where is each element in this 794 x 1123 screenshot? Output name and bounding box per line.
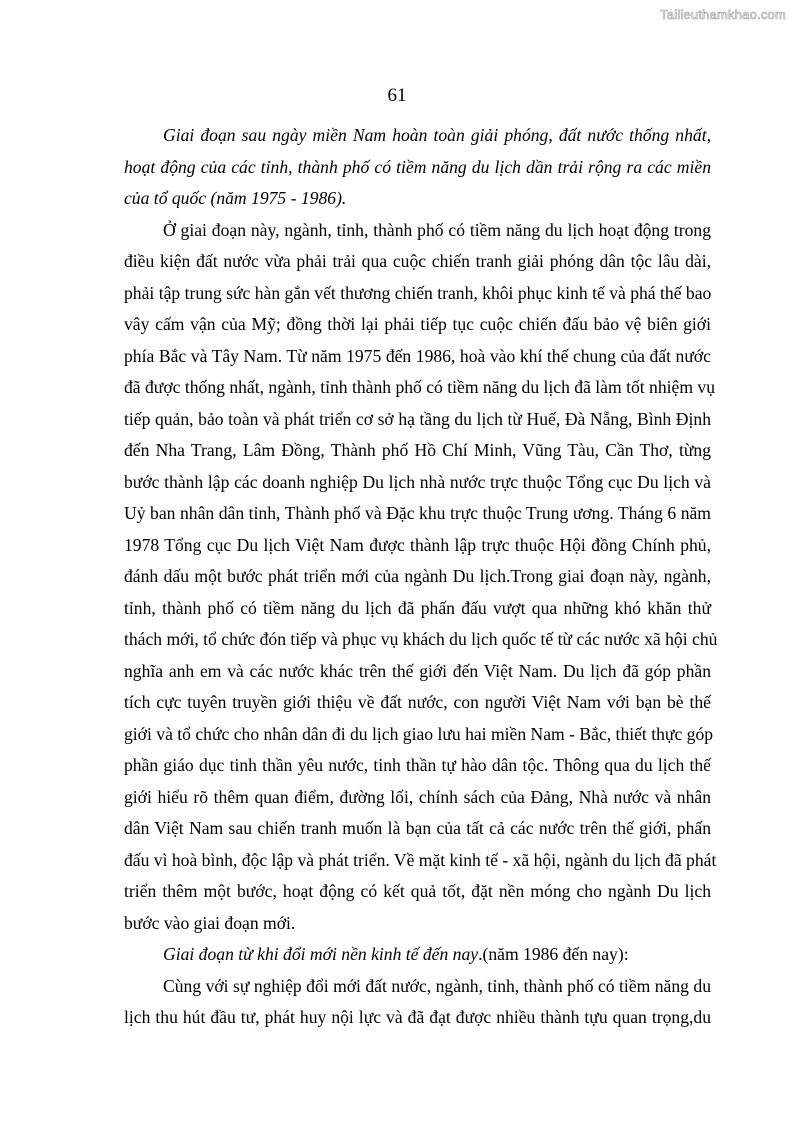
text-line: Cùng với sự nghiệp đổi mới đất nước, ngành, tỉnh, thành phố có tiềm năng du bbox=[163, 975, 711, 996]
text-line: phần giáo dục tinh thần yêu nước, tinh thần tự hào dân tộc. Thông qua du lịch thế bbox=[124, 755, 711, 775]
text-line: giới và tổ chức cho nhân dân đi du lịch giao lưu hai miền Nam - Bắc, thiết thực góp bbox=[124, 723, 714, 744]
section-heading-paragraph bbox=[124, 120, 711, 215]
text-line: triển thêm một bước, hoạt động có kết quả tốt, đặt nền móng cho ngành Du lịch bbox=[124, 881, 711, 901]
page-number: 61 bbox=[387, 85, 407, 106]
text-line: hoạt động của các tỉnh, thành phố có tiềm năng du lịch dần trải rộng ra các miền bbox=[124, 156, 711, 177]
text-line: đấu vì hoà bình, độc lập và phát triển. Về mặt kinh tế - xã hội, ngành du lịch đã phát bbox=[124, 849, 717, 870]
document-body bbox=[124, 120, 718, 1034]
text-line: đến Nha Trang, Lâm Đồng, Thành phố Hồ Chí Minh, Vũng Tàu, Cần Thơ, từng bbox=[124, 440, 711, 460]
text-line: giới hiểu rõ thêm quan điểm, đường lối, chính sách của Đảng, Nhà nước và nhân bbox=[124, 786, 711, 807]
text-line: phía Bắc và Tây Nam. Từ năm 1975 đến 1986, hoà vào khí thế chung của đất nước bbox=[124, 345, 711, 366]
text-line: 1978 Tổng cục Du lịch Việt Nam được thành lập trực thuộc Hội đồng Chính phủ, bbox=[124, 534, 711, 555]
subsection-heading bbox=[124, 939, 711, 971]
text-line: tiếp quản, bảo toàn và phát triển cơ sở hạ tầng du lịch từ Huế, Đà Nẵng, Bình Định bbox=[124, 408, 711, 429]
text-line: dân Việt Nam sau chiến tranh muốn là bạn của tất cả các nước trên thế giới, phấn bbox=[124, 818, 711, 838]
text-line: thách mới, tổ chức đón tiếp và phục vụ khách du lịch quốc tế từ các nước xã hội chủ bbox=[124, 629, 718, 649]
text-line: lịch thu hút đầu tư, phát huy nội lực và đã đạt được nhiều thành tựu quan trọng,du bbox=[124, 1007, 711, 1027]
subsection-heading-italic: Giai đoạn từ khi đổi mới nền kinh tế đến nay bbox=[163, 944, 479, 964]
watermark-text: Tailieuthamkhao.com bbox=[660, 7, 786, 22]
body-paragraph bbox=[124, 971, 711, 1034]
text-line: điều kiện đất nước vừa phải trải qua cuộc chiến tranh giải phóng dân tộc lâu dài, bbox=[124, 251, 711, 271]
text-line: bước vào giai đoạn mới. bbox=[124, 912, 296, 933]
text-line: Ở giai đoạn này, ngành, tỉnh, thành phố có tiềm năng du lịch hoạt động trong bbox=[163, 219, 711, 240]
text-line: phải tập trung sức hàn gắn vết thương chiến tranh, khôi phục kinh tế và phá thế bao bbox=[124, 282, 712, 303]
text-line: vây cấm vận của Mỹ; đồng thời lại phải tiếp tục cuộc chiến đấu bảo vệ biên giới bbox=[124, 314, 711, 334]
text-line: bước thành lập các doanh nghiệp Du lịch nhà nước trực thuộc Tổng cục Du lịch và bbox=[124, 471, 711, 492]
text-line: tỉnh, thành phố có tiềm năng du lịch đã phấn đấu vượt qua những khó khăn thử bbox=[124, 597, 711, 618]
text-line: Uỷ ban nhân dân tỉnh, Thành phố và Đặc khu trực thuộc Trung ương. Tháng 6 năm bbox=[124, 503, 711, 523]
subsection-heading-suffix: .(năm 1986 đến nay): bbox=[478, 944, 629, 964]
text-line: nghĩa anh em và các nước khác trên thế giới đến Việt Nam. Du lịch đã góp phần bbox=[124, 660, 711, 681]
text-line: đã được thống nhất, ngành, tỉnh thành phố có tiềm năng du lịch đã làm tốt nhiệm vụ bbox=[124, 377, 716, 397]
text-line: tích cực tuyên truyền giới thiệu về đất nước, con người Việt Nam với bạn bè thế bbox=[124, 692, 711, 712]
body-paragraph bbox=[124, 215, 718, 940]
text-line: của tổ quốc (năm 1975 - 1986). bbox=[124, 188, 347, 208]
text-line: Giai đoạn sau ngày miền Nam hoàn toàn giải phóng, đất nước thống nhất, bbox=[163, 125, 711, 145]
text-line: đánh dấu một bước phát triển mới của ngành Du lịch.Trong giai đoạn này, ngành, bbox=[124, 566, 711, 586]
